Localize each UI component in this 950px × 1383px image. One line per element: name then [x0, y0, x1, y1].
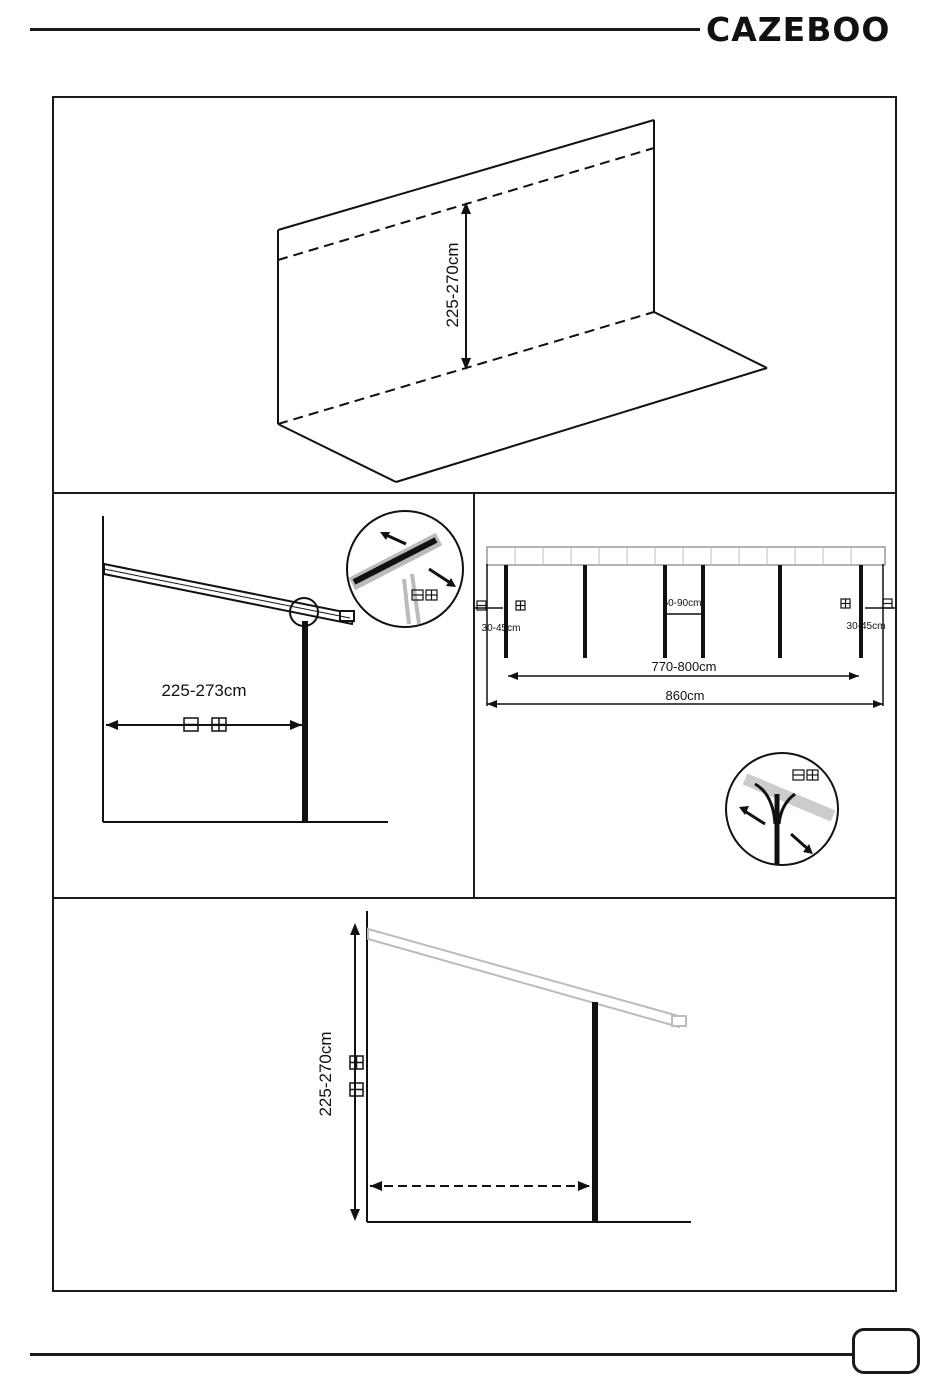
post-layout-diagram — [475, 494, 895, 897]
total-length-label: 860cm — [665, 688, 705, 703]
post-gap-label: 60-90cm — [662, 598, 702, 609]
wall-height-label: 225-270cm — [443, 242, 462, 328]
footer-rule — [30, 1353, 852, 1356]
end-offset-left-label: 30-45cm — [481, 623, 521, 634]
height-adjust-label: 225-270cm — [316, 1031, 335, 1117]
brace-detail-icon — [726, 753, 838, 865]
plus-minus-icon — [350, 1056, 363, 1096]
inner-span-label: 770-800cm — [651, 659, 717, 674]
header-rule — [30, 28, 700, 31]
bracket-detail-icon — [347, 511, 463, 627]
page-number-tab — [852, 1328, 920, 1374]
side-distance-label: 225-273cm — [161, 681, 247, 700]
brand-logo: CAZEBOO — [706, 10, 891, 49]
height-adjust-diagram — [54, 899, 895, 1290]
wall-height-diagram — [54, 98, 895, 492]
end-offset-right-label: 30-45cm — [846, 621, 886, 632]
side-distance-diagram — [54, 494, 473, 897]
